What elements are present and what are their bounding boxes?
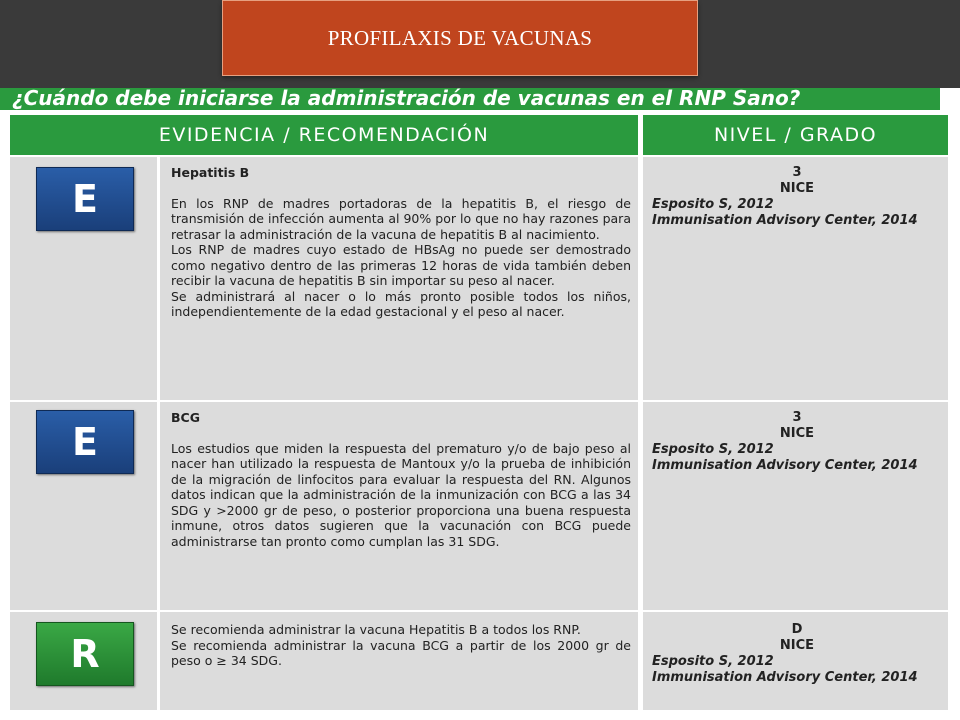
row1-title: Hepatitis B [171,165,250,180]
row1-level [652,165,942,229]
row1-text [171,165,631,320]
header-level [643,115,948,155]
slide-title: PROFILAXIS DE VACUNAS [327,25,593,50]
row3-text [171,622,631,669]
row2-paragraph: Los estudios que miden la respuesta del prematuro y/o de bajo peso al nacer han utilizado la respuesta de Mantoux y/o la prueba de inhibición de la migración de linfocitos para evaluar la respuesta del RN. Algunos datos indican que la administración de la inmunización con BCG a las 34 SDG y >2000 gr de peso, o posterior proporciona una buena respuesta inmune, otros datos sugieren que la vacunación con BCG puede administrarse tan pronto como cumplan las 31 SDG. [171,440,631,549]
row2-title: BCG [171,410,200,425]
row2-text [171,410,631,549]
slide-title-box [222,0,698,76]
row3-reference: Immunisation Advisory Center, 2014 [652,670,918,685]
row2-reference: Immunisation Advisory Center, 2014 [652,458,918,473]
row1-grade-scale: NICE [779,181,815,196]
evidence-badge [36,167,134,231]
row3-level [652,622,942,686]
recommendation-badge [36,622,134,686]
header-evidence [10,115,638,155]
badge-letter: R [70,632,100,676]
evidence-badge [36,410,134,474]
row3-paragraph: Se recomienda administrar la vacuna Hepatitis B a todos los RNP. [171,622,581,637]
row1-level-value: 3 [792,165,802,180]
row1-paragraph: En los RNP de madres portadoras de la hepatitis B, el riesgo de transmisión de infección aumenta al 90% por lo que no hay razones para retrasar la administración de la vacuna de hepatitis B al nacimiento. [171,195,631,242]
row2-level-value: 3 [792,410,802,425]
row3-paragraph: Se recomienda administrar la vacuna BCG a partir de los 2000 gr de peso o ≥ 34 SDG. [171,637,631,668]
row2-grade-scale: NICE [779,426,815,441]
question-banner [0,88,940,110]
row2-reference: Esposito S, 2012 [652,442,774,457]
badge-letter: E [72,177,98,221]
row1-paragraph: Los RNP de madres cuyo estado de HBsAg no puede ser demostrado como negativo dentro de las primeras 12 horas de vida también deben recibir la vacuna de hepatitis B sin importar su peso al nacer. [171,242,631,288]
row1-paragraph: Se administrará al nacer o lo más pronto posible todos los niños, independientemente de la edad gestacional y el peso al nacer. [171,288,631,319]
row1-reference: Immunisation Advisory Center, 2014 [652,213,918,228]
row3-level-value: D [791,622,803,637]
row2-level [652,410,942,474]
row1-reference: Esposito S, 2012 [652,197,774,212]
row3-grade-scale: NICE [779,638,815,653]
header-level-label: NIVEL / GRADO [713,124,878,146]
question-text: ¿Cuándo debe iniciarse la administración de vacunas en el RNP Sano? [12,86,801,110]
row3-reference: Esposito S, 2012 [652,654,774,669]
header-evidence-label: EVIDENCIA / RECOMENDACIÓN [158,124,490,146]
badge-letter: E [72,420,98,464]
